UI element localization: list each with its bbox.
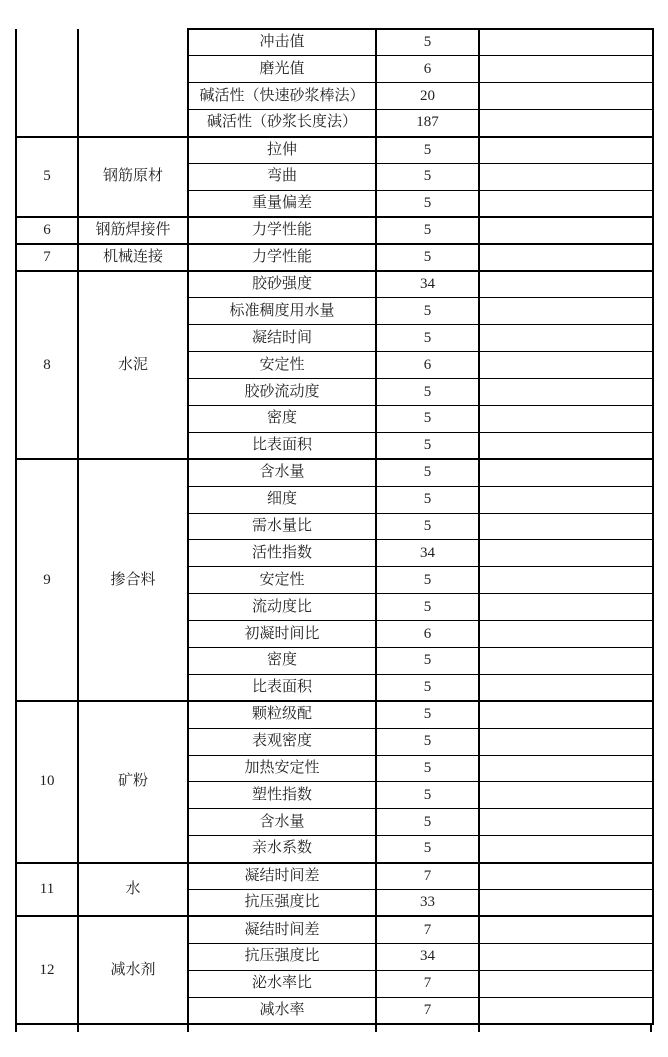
continuation-stub [375, 1025, 377, 1032]
remark-cell [479, 271, 653, 298]
test-item-cell: 细度 [188, 486, 376, 513]
continuation-stub [77, 1025, 79, 1032]
sample-count-cell: 5 [376, 674, 479, 701]
test-item-cell: 安定性 [188, 352, 376, 379]
sample-count-cell: 5 [376, 594, 479, 621]
remark-cell [479, 83, 653, 110]
table-row [16, 271, 653, 298]
section-category-cell: 水泥 [78, 271, 188, 459]
test-item-cell: 泌水率比 [188, 970, 376, 997]
table-row [16, 29, 653, 56]
test-item-cell: 标准稠度用水量 [188, 298, 376, 325]
test-item-cell: 含水量 [188, 459, 376, 486]
test-item-cell: 减水率 [188, 997, 376, 1024]
remark-cell [479, 890, 653, 917]
test-item-cell: 加热安定性 [188, 755, 376, 782]
test-item-cell: 胶砂流动度 [188, 379, 376, 406]
section-number-cell: 6 [16, 217, 78, 244]
section-category-cell: 钢筋原材 [78, 137, 188, 218]
remark-cell [479, 782, 653, 809]
sample-count-cell: 20 [376, 83, 479, 110]
test-item-cell: 亲水系数 [188, 836, 376, 863]
sample-count-cell: 5 [376, 325, 479, 352]
test-item-cell: 碱活性（快速砂浆棒法） [188, 83, 376, 110]
sample-count-cell: 5 [376, 567, 479, 594]
table-row [16, 459, 653, 486]
remark-cell [479, 379, 653, 406]
section-number-cell: 5 [16, 137, 78, 218]
remark-cell [479, 432, 653, 459]
test-item-cell: 凝结时间差 [188, 916, 376, 943]
test-item-cell: 力学性能 [188, 217, 376, 244]
sample-count-cell: 6 [376, 352, 479, 379]
test-item-cell: 冲击值 [188, 29, 376, 56]
remark-cell [479, 674, 653, 701]
test-item-cell: 胶砂强度 [188, 271, 376, 298]
test-item-cell: 力学性能 [188, 244, 376, 271]
section-category-cell: 减水剂 [78, 916, 188, 1024]
remark-cell [479, 701, 653, 728]
sample-count-cell: 5 [376, 728, 479, 755]
remark-cell [479, 56, 653, 83]
sample-count-cell: 5 [376, 513, 479, 540]
sample-count-cell: 5 [376, 755, 479, 782]
test-item-cell: 密度 [188, 405, 376, 432]
remark-cell [479, 163, 653, 190]
test-item-cell: 活性指数 [188, 540, 376, 567]
sample-count-cell: 7 [376, 970, 479, 997]
section-number-cell: 10 [16, 701, 78, 862]
table-row [16, 916, 653, 943]
remark-cell [479, 137, 653, 164]
test-item-cell: 拉伸 [188, 137, 376, 164]
sample-count-cell: 33 [376, 890, 479, 917]
table-row [16, 217, 653, 244]
sample-count-cell: 34 [376, 943, 479, 970]
sample-count-cell: 5 [376, 190, 479, 217]
section-number-cell: 12 [16, 916, 78, 1024]
test-item-cell: 颗粒级配 [188, 701, 376, 728]
sample-count-cell: 34 [376, 540, 479, 567]
section-category-cell: 水 [78, 863, 188, 917]
remark-cell [479, 809, 653, 836]
remark-cell [479, 298, 653, 325]
sample-count-cell: 5 [376, 298, 479, 325]
sample-count-cell: 5 [376, 782, 479, 809]
test-items-table-wrap [15, 28, 652, 1032]
remark-cell [479, 916, 653, 943]
section-number-cell: 11 [16, 863, 78, 917]
test-items-table [15, 28, 654, 1025]
section-category-cell: 机械连接 [78, 244, 188, 271]
sample-count-cell: 6 [376, 56, 479, 83]
sample-count-cell: 5 [376, 486, 479, 513]
test-item-cell: 流动度比 [188, 594, 376, 621]
test-item-cell: 比表面积 [188, 432, 376, 459]
remark-cell [479, 567, 653, 594]
remark-cell [479, 459, 653, 486]
remark-cell [479, 352, 653, 379]
remark-cell [479, 486, 653, 513]
sample-count-cell: 7 [376, 916, 479, 943]
remark-cell [479, 190, 653, 217]
table-row [16, 863, 653, 890]
continuation-stub [15, 1025, 17, 1032]
test-item-cell: 弯曲 [188, 163, 376, 190]
test-item-cell: 抗压强度比 [188, 943, 376, 970]
remark-cell [479, 943, 653, 970]
test-item-cell: 需水量比 [188, 513, 376, 540]
sample-count-cell: 5 [376, 432, 479, 459]
test-item-cell: 初凝时间比 [188, 621, 376, 648]
section-number-cell: 7 [16, 244, 78, 271]
sample-count-cell: 5 [376, 701, 479, 728]
continuation-stub [650, 1025, 652, 1032]
sample-count-cell: 5 [376, 217, 479, 244]
sample-count-cell: 5 [376, 405, 479, 432]
remark-cell [479, 513, 653, 540]
remark-cell [479, 405, 653, 432]
test-item-cell: 碱活性（砂浆长度法） [188, 110, 376, 137]
table-row [16, 701, 653, 728]
sample-count-cell: 7 [376, 863, 479, 890]
sample-count-cell: 5 [376, 244, 479, 271]
test-item-cell: 凝结时间 [188, 325, 376, 352]
section-number-cell [16, 29, 78, 137]
remark-cell [479, 29, 653, 56]
remark-cell [479, 728, 653, 755]
sample-count-cell: 34 [376, 271, 479, 298]
section-number-cell: 9 [16, 459, 78, 701]
sample-count-cell: 5 [376, 836, 479, 863]
test-item-cell: 塑性指数 [188, 782, 376, 809]
test-item-cell: 抗压强度比 [188, 890, 376, 917]
section-category-cell [78, 29, 188, 137]
test-item-cell: 安定性 [188, 567, 376, 594]
test-item-cell: 比表面积 [188, 674, 376, 701]
remark-cell [479, 244, 653, 271]
sample-count-cell: 5 [376, 163, 479, 190]
sample-count-cell: 7 [376, 997, 479, 1024]
remark-cell [479, 325, 653, 352]
section-number-cell: 8 [16, 271, 78, 459]
remark-cell [479, 594, 653, 621]
section-category-cell: 矿粉 [78, 701, 188, 862]
remark-cell [479, 997, 653, 1024]
sample-count-cell: 5 [376, 647, 479, 674]
continuation-stub [478, 1025, 480, 1032]
sample-count-cell: 5 [376, 809, 479, 836]
remark-cell [479, 863, 653, 890]
remark-cell [479, 217, 653, 244]
sample-count-cell: 6 [376, 621, 479, 648]
remark-cell [479, 647, 653, 674]
remark-cell [479, 755, 653, 782]
section-category-cell: 钢筋焊接件 [78, 217, 188, 244]
test-item-cell: 凝结时间差 [188, 863, 376, 890]
section-category-cell: 掺合料 [78, 459, 188, 701]
test-item-cell: 含水量 [188, 809, 376, 836]
remark-cell [479, 621, 653, 648]
sample-count-cell: 187 [376, 110, 479, 137]
remark-cell [479, 836, 653, 863]
table-body [16, 29, 653, 1024]
sample-count-cell: 5 [376, 379, 479, 406]
sample-count-cell: 5 [376, 29, 479, 56]
table-row [16, 244, 653, 271]
test-item-cell: 重量偏差 [188, 190, 376, 217]
remark-cell [479, 540, 653, 567]
sample-count-cell: 5 [376, 137, 479, 164]
continuation-stub [187, 1025, 189, 1032]
remark-cell [479, 970, 653, 997]
test-item-cell: 密度 [188, 647, 376, 674]
remark-cell [479, 110, 653, 137]
table-row [16, 137, 653, 164]
test-item-cell: 表观密度 [188, 728, 376, 755]
test-item-cell: 磨光值 [188, 56, 376, 83]
table-continuation-stubs [15, 1025, 652, 1032]
sample-count-cell: 5 [376, 459, 479, 486]
